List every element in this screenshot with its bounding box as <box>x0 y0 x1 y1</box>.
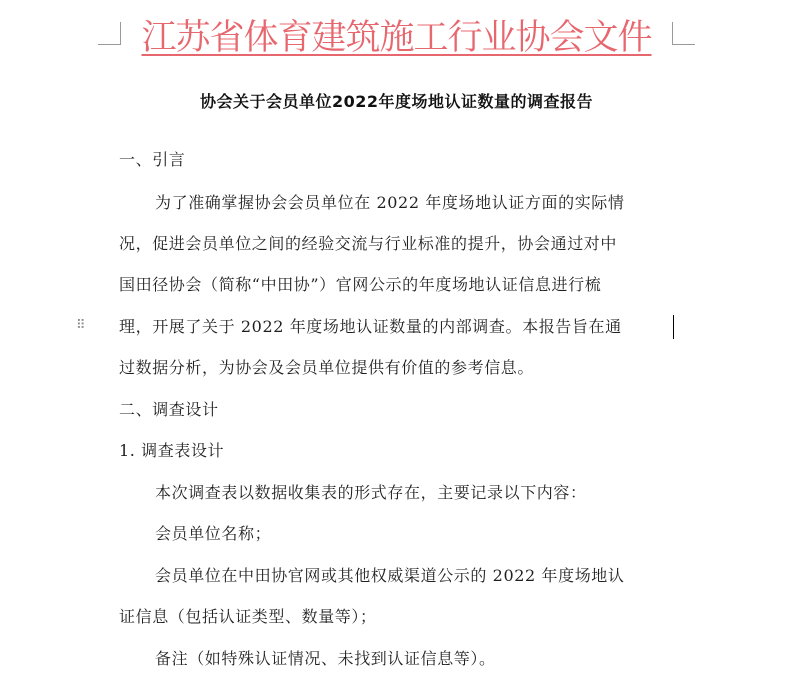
paragraph-line: 况，促进会员单位之间的经验交流与行业标准的提升，协会通过对中 <box>119 234 618 253</box>
paragraph-line: 理，开展了关于 2022 年度场地认证数量的内部调查。本报告旨在通 <box>119 317 622 336</box>
subsection-heading-survey-form: 1. 调查表设计 <box>119 441 225 460</box>
paragraph-line: 为了准确掌握协会会员单位在 2022 年度场地认证方面的实际情 <box>155 193 625 212</box>
list-item: 会员单位名称； <box>155 524 272 543</box>
section-heading-survey-design: 二、调查设计 <box>119 400 219 419</box>
paragraph-line: 国田径协会（简称“中田协”）官网公示的年度场地认证信息进行梳 <box>119 275 602 294</box>
paragraph-line: 过数据分析，为协会及会员单位提供有价值的参考信息。 <box>119 358 535 377</box>
section-heading-introduction: 一、引言 <box>119 150 186 169</box>
list-item: 会员单位在中田协官网或其他权威渠道公示的 2022 年度场地认 <box>155 566 625 585</box>
drag-handle-icon[interactable]: ⠿ <box>76 318 86 333</box>
paragraph-line: 本次调查表以数据收集表的形式存在，主要记录以下内容： <box>155 483 587 502</box>
text-cursor <box>673 315 674 339</box>
list-item-continuation: 证信息（包括认证类型、数量等）； <box>119 607 377 626</box>
document-header-title: 江苏省体育建筑施工行业协会文件 <box>141 18 652 58</box>
list-item: 备注（如特殊认证情况、未找到认证信息等）。 <box>155 649 496 668</box>
report-title: 协会关于会员单位2022年度场地认证数量的调查报告 <box>199 92 594 111</box>
